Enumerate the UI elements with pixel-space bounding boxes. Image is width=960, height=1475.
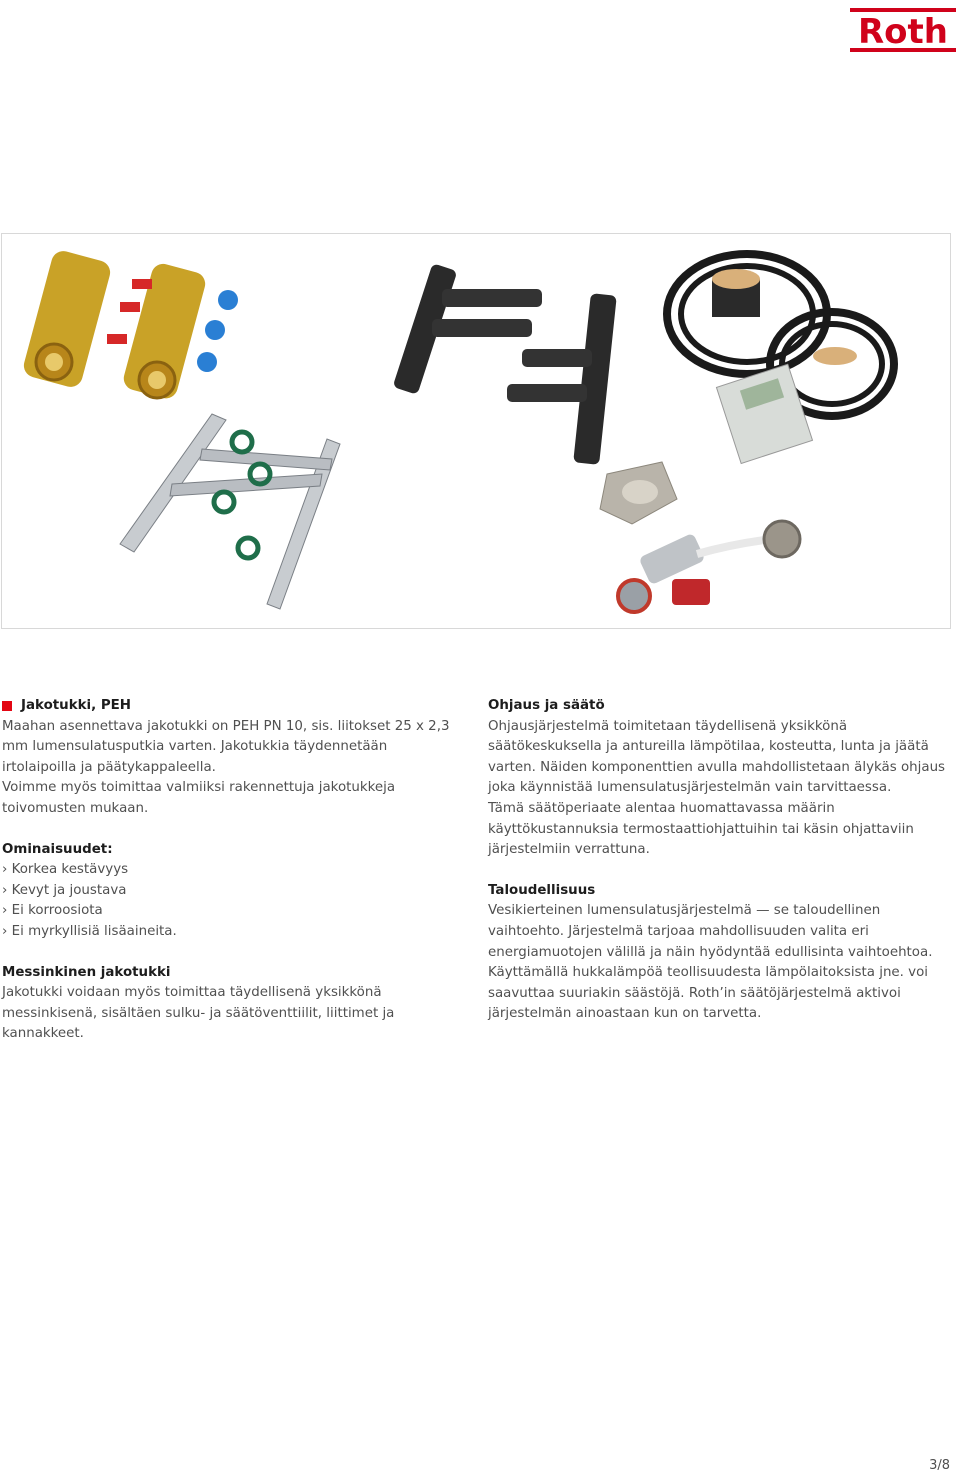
features-list <box>2 860 452 942</box>
red-square-marker <box>2 701 12 711</box>
paragraph-ohjaus: Ohjausjärjestelmä toimitetaan täydellisenä yksikkönä säätökeskuksella ja antureilla lämpötilaa, kosteutta, lunta ja jäätä varten. Näiden komponenttien avulla mahdollistetaan älykäs ohjaus joka käynnistää lumensulatusjärjestelmän vain tarvittaessa. <box>488 718 946 796</box>
valve-fittings-image <box>600 462 800 612</box>
right-column <box>488 696 958 1025</box>
feature-item: › Ei korroosiota <box>2 901 452 922</box>
paragraph-taloudellisuus: Vesikierteinen lumensulatusjärjestelmä — se taloudellinen vaihtoehto. Järjestelmä tarjoaa mahdollisuuden valita eri energiamuotojen välillä ja näin hyödyntää edullisinta vaihtoehtoa. Käyttämällä hukkalämpöä teollisuudesta lämpölaitoksista jne. voi saavuttaa suuriakin säästöjä. Roth’in säätöjärjestelmä aktivoi järjestelmän ainoastaan kun on tarvetta. <box>488 903 933 1022</box>
paragraph-peh-custom: Voimme myös toimittaa valmiiksi rakennettuja jakotukkeja toivomusten mukaan. <box>2 780 396 816</box>
control-unit-image <box>667 254 894 463</box>
heading-jakotukki-peh: Jakotukki, PEH <box>2 696 452 717</box>
page-number: 3/8 <box>929 1458 950 1473</box>
product-photo-collage <box>1 233 951 629</box>
roth-logo <box>848 6 958 54</box>
heading-ominaisuudet: Ominaisuudet: <box>2 841 113 857</box>
paragraph-peh-intro: Maahan asennettava jakotukki on PEH PN 10, sis. liitokset 25 x 2,3 mm lumensulatusputkia varten. Jakotukkia täydennetään irtolaipoilla ja päätykappaleella. <box>2 718 450 775</box>
feature-item: › Ei myrkyllisiä lisäaineita. <box>2 922 452 943</box>
feature-item: › Korkea kestävyys <box>2 860 452 881</box>
feature-item: › Kevyt ja joustava <box>2 881 452 902</box>
heading-messinkinen: Messinkinen jakotukki <box>2 964 171 980</box>
mounting-rail-image <box>120 414 340 609</box>
svg-text:Roth: Roth <box>858 12 948 52</box>
brass-manifold-image <box>21 248 238 401</box>
left-column <box>2 696 452 1045</box>
heading-taloudellisuus: Taloudellisuus <box>488 882 596 898</box>
paragraph-saatoperiaate: Tämä säätöperiaate alentaa huomattavassa määrin käyttökustannuksia termostaattiohjattuihin tai käsin ohjattaviin järjestelmiin verrattuna. <box>488 800 914 858</box>
heading-ohjaus: Ohjaus ja säätö <box>488 698 605 713</box>
peh-manifold-image <box>393 263 617 465</box>
paragraph-messinkinen: Jakotukki voidaan myös toimittaa täydellisenä yksikkönä messinkisenä, sisältäen sulku- ja säätöventtiilit, liittimet ja kannakkeet. <box>2 985 395 1042</box>
